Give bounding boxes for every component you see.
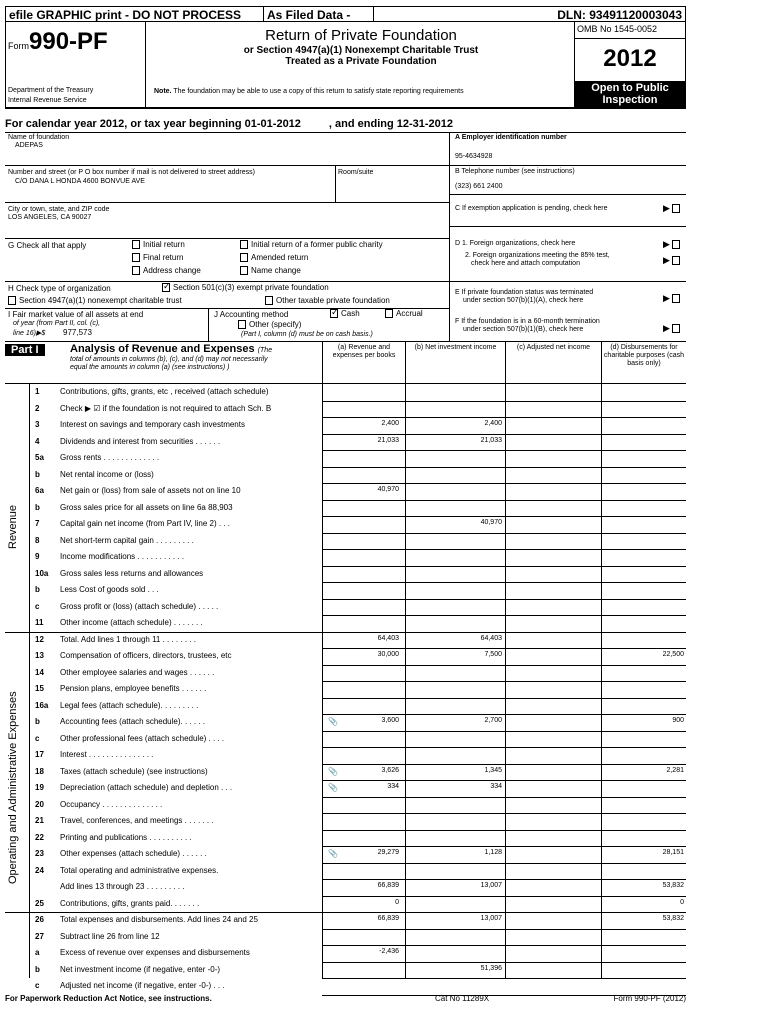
col-a-value: 66,839: [377, 882, 399, 889]
row-rule: [322, 797, 686, 798]
org-type-label: H Check type of organization: [8, 284, 111, 293]
address-value: C/O DANA L HONDA 4600 BONVUE AVE: [15, 178, 145, 185]
line-number: 26: [35, 915, 44, 924]
check-all-label: G Check all that apply: [8, 241, 87, 250]
attachment-icon[interactable]: 📎: [328, 849, 338, 858]
line-label: Travel, conferences, and meetings . . . . . . .: [60, 816, 214, 825]
line-label: Occupancy . . . . . . . . . . . . . .: [60, 799, 163, 809]
row-rule: [322, 813, 686, 814]
row-rule: [322, 632, 686, 633]
line-number: 10a: [35, 568, 49, 578]
city-value: LOS ANGELES, CA 90027: [8, 214, 92, 221]
status-terminated-label-2: under section 507(b)(1)(A), check here: [463, 297, 584, 304]
col-a-value: 30,000: [377, 651, 399, 658]
line-number: 7: [35, 519, 40, 528]
line-label: Excess of revenue over expenses and disbursements: [60, 948, 250, 957]
open-to-public-badge: [575, 81, 685, 107]
top-bar: [5, 6, 686, 22]
form-word: Form: [8, 41, 29, 51]
termination-label-1: F If the foundation is in a 60-month termination: [455, 318, 600, 325]
footer-cat: Cat No 11289X: [435, 994, 490, 1003]
line-number: 4: [35, 436, 40, 446]
status-terminated-checkbox[interactable]: ▶: [663, 293, 683, 304]
line-number: b: [35, 585, 40, 594]
address-change-checkbox[interactable]: [132, 266, 201, 275]
col-a-value: -2,436: [379, 948, 399, 955]
efile-label: efile GRAPHIC print - DO NOT PROCESS: [6, 7, 264, 21]
col-d-header: (d) Disbursements for charitable purposes (cash basis only): [601, 342, 686, 384]
line-label: Net investment income (if negative, enter -0-): [60, 964, 221, 974]
row-rule: [322, 879, 686, 880]
col-d-value: 0: [680, 898, 684, 906]
col-b-value: 21,033: [480, 436, 502, 444]
line-label: Check ▶ ☑ if the foundation is not required to attach Sch. B: [60, 403, 272, 413]
row-rule: [322, 912, 686, 913]
amended-return-label: Amended return: [251, 253, 309, 262]
ein-value: 95-4634928: [455, 153, 493, 160]
title-box: [146, 22, 576, 107]
col-b-value: 2,700: [484, 717, 502, 724]
section-4947-label: Section 4947(a)(1) nonexempt charitable trust: [19, 296, 182, 305]
col-a-value: 66,839: [377, 915, 399, 922]
footer-form: Form 990-PF (2012): [613, 994, 686, 1003]
room-label: Room/suite: [338, 169, 374, 176]
row-rule: [322, 945, 686, 946]
row-rule: [322, 665, 686, 666]
fmv-label-2: of year (from Part II, col. (c),: [13, 320, 101, 327]
section-501c3-label: Section 501(c)(3) exempt private foundation: [173, 283, 329, 292]
line-label: Depreciation (attach schedule) and depletion . . .: [60, 783, 233, 792]
line-number: 25: [35, 898, 44, 908]
line-number: c: [35, 981, 40, 990]
col-b-value: 1,128: [484, 849, 502, 856]
col-a-value: 29,279: [377, 849, 399, 856]
name-change-checkbox[interactable]: [240, 266, 301, 275]
row-rule: [322, 582, 686, 583]
section-501c3-checkbox[interactable]: [162, 283, 329, 292]
col-a-value: 3,600: [381, 717, 399, 724]
line-number: c: [35, 601, 40, 611]
line-label: Other professional fees (attach schedule) . . . .: [60, 733, 225, 743]
line-label: Pension plans, employee benefits . . . . . .: [60, 684, 207, 693]
line-number: 18: [35, 766, 44, 776]
line-number: 5a: [35, 453, 44, 462]
row-rule: [322, 467, 686, 468]
form-page: [5, 6, 686, 990]
part1-subtitle: total of amounts in columns (b), (c), and (d) may not necessarily equal the amounts in column (a) (see instructions) ): [70, 356, 268, 371]
col-a-header: (a) Revenue and expenses per books: [322, 342, 405, 384]
attachment-icon[interactable]: 📎: [328, 783, 338, 792]
open-line-2: Inspection: [602, 94, 658, 106]
col-b-value: 2,400: [484, 420, 502, 427]
line-label: Contributions, gifts, grants paid. . . . . . .: [60, 898, 200, 908]
part1-title-note: (The: [257, 347, 273, 354]
line-label: Adjusted net income (if negative, enter -0-) . . .: [60, 981, 225, 990]
form-subtitle-2: Treated as a Private Foundation: [285, 56, 437, 67]
line-label: Net short-term capital gain . . . . . . . . .: [60, 535, 194, 545]
other-taxable-checkbox[interactable]: [265, 296, 390, 305]
year-box: [574, 22, 685, 107]
line-number: 27: [35, 931, 44, 941]
row-rule: [322, 962, 686, 963]
footer-notice: For Paperwork Reduction Act Notice, see instructions.: [5, 994, 212, 1003]
row-rule: [322, 830, 686, 831]
line-number: 19: [35, 783, 44, 792]
termination-checkbox[interactable]: ▶: [663, 323, 683, 334]
col-b-header: (b) Net investment income: [405, 342, 505, 384]
row-rule: [322, 500, 686, 501]
row-rule: [322, 615, 686, 616]
row-rule: [322, 566, 686, 567]
row-rule: [322, 714, 686, 715]
line-label: Net gain or (loss) from sale of assets not on line 10: [60, 486, 241, 495]
line-number: 23: [35, 849, 44, 858]
dept-treasury: Department of the Treasury: [8, 87, 94, 94]
row-rule: [322, 516, 686, 517]
col-b-value: 1,345: [484, 766, 502, 774]
row-rule: [322, 549, 686, 550]
col-a-value: 40,970: [377, 486, 399, 493]
amended-return-checkbox[interactable]: [240, 253, 308, 262]
row-rule: [322, 681, 686, 682]
dept-irs: Internal Revenue Service: [8, 97, 87, 104]
initial-return-checkbox[interactable]: [132, 240, 185, 249]
line-label: Taxes (attach schedule) (see instructions): [60, 766, 208, 776]
cash-checkbox[interactable]: [330, 309, 360, 318]
other-method-checkbox[interactable]: [238, 320, 301, 329]
note-label: Note.: [154, 88, 172, 95]
line-label: Accounting fees (attach schedule). . . . . .: [60, 717, 205, 726]
line-number: 16a: [35, 700, 49, 710]
attachment-icon[interactable]: 📎: [328, 766, 338, 776]
col-d-value: 53,832: [662, 882, 684, 889]
foreign-org-checkbox[interactable]: ▶: [663, 239, 683, 250]
col-c-header: (c) Adjusted net income: [505, 342, 601, 384]
line-number: b: [35, 469, 40, 479]
line-label: Total expenses and disbursements. Add lines 24 and 25: [60, 915, 258, 924]
line-label: Printing and publications . . . . . . . . . .: [60, 832, 192, 842]
other-method-label: Other (specify): [249, 320, 302, 329]
line-label: Compensation of officers, directors, trustees, etc: [60, 651, 232, 660]
col-d-value: 2,281: [666, 766, 684, 774]
cash-label: Cash: [341, 309, 360, 318]
address-label: Number and street (or P O box number if mail is not delivered to street address): [8, 169, 255, 176]
open-line-1: Open to Public: [591, 82, 669, 94]
part1-title: Analysis of Revenue and Expenses: [70, 343, 255, 355]
fmv-label-3: line 16)▶$: [13, 330, 46, 337]
name-change-label: Name change: [251, 266, 301, 275]
line-label: Interest . . . . . . . . . . . . . . .: [60, 750, 154, 759]
line-label: Other employee salaries and wages . . . . . .: [60, 667, 215, 677]
initial-former-checkbox[interactable]: [240, 240, 383, 249]
col-d-value: 53,832: [662, 915, 684, 922]
as-filed-label: As Filed Data -: [264, 7, 374, 21]
revenue-side-label: Revenue: [7, 504, 19, 549]
line-label: Total operating and administrative expenses.: [60, 865, 219, 875]
line-label: Income modifications . . . . . . . . . . .: [60, 552, 185, 561]
line-label: Gross profit or (loss) (attach schedule) . . . . .: [60, 601, 219, 611]
col-b-value: 64,403: [480, 634, 502, 642]
line-number: 3: [35, 420, 40, 429]
line-number: 2: [35, 403, 40, 413]
name-label: Name of foundation: [8, 134, 70, 141]
phone-value: (323) 661 2400: [455, 183, 503, 190]
termination-label-2: under section 507(b)(1)(B), check here: [463, 326, 584, 333]
foreign-85-checkbox[interactable]: ▶: [663, 255, 683, 266]
row-rule: [322, 483, 686, 484]
accounting-method-label: J Accounting method: [214, 310, 289, 319]
tax-year-begin: For calendar year 2012, or tax year beginning 01-01-2012: [5, 118, 301, 130]
row-rule: [322, 747, 686, 748]
line-number: b: [35, 717, 40, 726]
line-label: Total. Add lines 1 through 11 . . . . . . . .: [60, 634, 196, 644]
row-rule: [322, 863, 686, 864]
row-rule: [322, 731, 686, 732]
line-number: b: [35, 964, 40, 974]
line-number: 15: [35, 684, 44, 693]
city-label: City or town, state, and ZIP code: [8, 206, 110, 213]
dln-label: DLN: 93491120003043: [557, 8, 682, 22]
final-return-checkbox[interactable]: [132, 253, 183, 262]
line-number: 12: [35, 634, 44, 644]
line-number: c: [35, 733, 40, 743]
line-label: Other expenses (attach schedule) . . . . . .: [60, 849, 207, 858]
line-label: Less Cost of goods sold . . .: [60, 585, 159, 594]
form-subtitle-1: or Section 4947(a)(1) Nonexempt Charitable Trust: [243, 45, 479, 56]
section-4947-checkbox[interactable]: [8, 296, 182, 305]
status-terminated-label-1: E If private foundation status was terminated: [455, 289, 594, 296]
tax-year-end: , and ending 12-31-2012: [328, 118, 454, 130]
line-label: Other income (attach schedule) . . . . . . .: [60, 618, 203, 627]
col-b-value: 13,007: [480, 915, 502, 922]
part1-label: Part I: [5, 344, 45, 356]
row-rule: [322, 846, 686, 847]
col-b-value: 7,500: [484, 651, 502, 658]
foundation-info: [5, 133, 686, 342]
form-title: Return of Private Foundation: [265, 27, 457, 44]
row-rule: [322, 929, 686, 930]
exemption-pending-checkbox[interactable]: ▶: [663, 203, 683, 214]
line-number: 6a: [35, 486, 44, 495]
exemption-pending-label: C If exemption application is pending, check here: [455, 205, 608, 212]
line-label: Interest on savings and temporary cash investments: [60, 420, 245, 429]
final-return-label: Final return: [143, 253, 184, 262]
line-number: 24: [35, 865, 44, 875]
fmv-value: 977,573: [63, 328, 92, 337]
line-number: 9: [35, 552, 40, 561]
col-b-value: 51,396: [480, 964, 502, 972]
row-rule: [322, 533, 686, 534]
line-number: a: [35, 948, 40, 957]
part1-header: [5, 342, 686, 384]
line-number: 22: [35, 832, 44, 842]
line-number: 11: [35, 618, 44, 627]
line-number: 14: [35, 667, 44, 677]
col-a-value: 3,626: [381, 766, 399, 774]
col-a-value: 2,400: [381, 420, 399, 427]
col-d-value: 900: [672, 717, 684, 724]
row-rule: [322, 434, 686, 435]
line-label: Net rental income or (loss): [60, 469, 154, 479]
part1-rows: [5, 384, 686, 990]
initial-former-label: Initial return of a former public charity: [251, 240, 383, 249]
calendar-year-line: [5, 109, 686, 133]
line-label: Dividends and interest from securities . . . . . .: [60, 436, 221, 446]
col-d-value: 28,151: [662, 849, 684, 856]
col-b-value: 334: [490, 783, 502, 790]
col-b-value: 13,007: [480, 882, 502, 889]
line-number: b: [35, 502, 40, 512]
line-label: Gross rents . . . . . . . . . . . . .: [60, 453, 160, 462]
accounting-note: (Part I, column (d) must be on cash basis.): [241, 331, 373, 338]
tax-year: 2012: [603, 45, 657, 72]
line-label: Gross sales price for all assets on line 6a 88,903: [60, 502, 233, 512]
line-label: Gross sales less returns and allowances: [60, 568, 204, 578]
line-number: 8: [35, 535, 40, 545]
row-rule: [322, 896, 686, 897]
col-d-value: 22,500: [662, 651, 684, 658]
address-change-label: Address change: [143, 266, 201, 275]
foundation-name: ADEPAS: [15, 142, 43, 149]
omb-number: OMB No 1545-0052: [575, 22, 685, 39]
phone-label: B Telephone number (see instructions): [455, 168, 575, 175]
row-rule: [322, 599, 686, 600]
foreign-org-label: D 1. Foreign organizations, check here: [455, 240, 576, 247]
row-rule: [322, 401, 686, 402]
foreign-85-label-2: check here and attach computation: [471, 260, 580, 267]
accrual-checkbox[interactable]: [385, 309, 423, 318]
note-text: The foundation may be able to use a copy of this return to satisfy state reporting requirements: [173, 88, 464, 95]
form-header: [5, 22, 686, 109]
line-label: Contributions, gifts, grants, etc , received (attach schedule): [60, 387, 269, 396]
line-label: Legal fees (attach schedule). . . . . . . . .: [60, 700, 199, 710]
line-number: 1: [35, 387, 40, 396]
row-rule: [322, 978, 686, 979]
line-number: 13: [35, 651, 44, 660]
other-taxable-label: Other taxable private foundation: [276, 296, 390, 305]
row-rule: [322, 780, 686, 781]
line-label: Subtract line 26 from line 12: [60, 931, 160, 941]
row-rule: [322, 417, 686, 418]
ein-label: A Employer identification number: [455, 134, 567, 141]
line-number: 17: [35, 750, 44, 759]
line-label: Add lines 13 through 23 . . . . . . . . .: [60, 882, 185, 891]
line-number: 20: [35, 799, 44, 809]
col-a-value: 64,403: [377, 634, 399, 642]
line-label: Capital gain net income (from Part IV, line 2) . . .: [60, 519, 231, 528]
row-rule: [322, 698, 686, 699]
line-number: 21: [35, 816, 44, 825]
col-a-value: 21,033: [377, 436, 399, 444]
col-b-value: 40,970: [480, 519, 502, 526]
form-number-box: [6, 22, 146, 107]
col-a-value: 334: [387, 783, 399, 790]
row-rule: [322, 450, 686, 451]
initial-return-label: Initial return: [143, 240, 185, 249]
col-a-value: 0: [395, 898, 399, 906]
fmv-label-1: I Fair market value of all assets at end: [8, 310, 144, 319]
accrual-label: Accrual: [396, 309, 423, 318]
row-rule: [322, 648, 686, 649]
expenses-side-label: Operating and Administrative Expenses: [7, 691, 19, 884]
foreign-85-label-1: 2. Foreign organizations meeting the 85% test,: [465, 252, 610, 259]
form-number: 990-PF: [29, 28, 108, 55]
attachment-icon[interactable]: 📎: [328, 717, 338, 726]
row-rule: [322, 764, 686, 765]
